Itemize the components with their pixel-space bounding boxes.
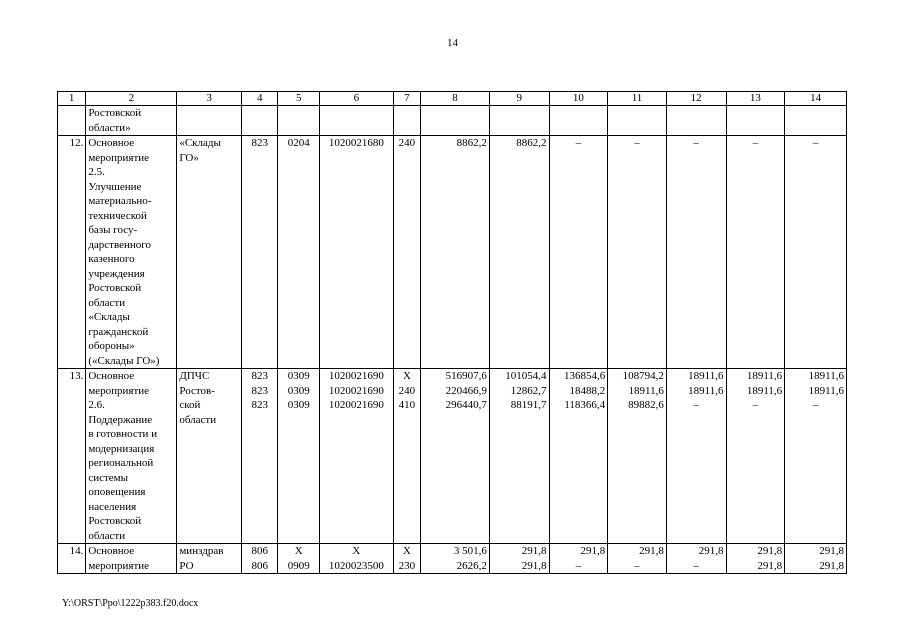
- cell-v8: 8862,2: [421, 136, 490, 369]
- executor-line: РО: [179, 559, 194, 572]
- cell-v14: –: [785, 136, 847, 369]
- name-line: базы госу-: [88, 224, 138, 236]
- executor-line: ской: [179, 399, 201, 411]
- cell-grbs: 823: [242, 136, 278, 369]
- value-line: 88191,7: [510, 399, 547, 411]
- table-row-13: [58, 369, 847, 544]
- value-line: 0309: [287, 370, 310, 382]
- name-line: 2.5.: [88, 166, 105, 178]
- header-cell-2: 2: [86, 92, 177, 106]
- value-line: 240: [398, 384, 416, 397]
- name-line: мероприятие: [88, 151, 150, 164]
- cell-v8: [421, 369, 490, 544]
- cell-name: [86, 544, 177, 574]
- cell-vr: [393, 544, 420, 574]
- cell-v8: [421, 544, 490, 574]
- value-line: 0309: [287, 384, 310, 397]
- value-line: 18911,6: [746, 370, 783, 382]
- cell-executor: [177, 369, 242, 544]
- name-line: области: [88, 529, 126, 542]
- header-cell-11: 11: [608, 92, 667, 106]
- value-line: 0909: [287, 559, 310, 572]
- name-line: материально-: [88, 195, 152, 207]
- cell-num: 13.: [58, 369, 86, 544]
- value-line: 18911,6: [746, 384, 783, 397]
- value-line: 291,8: [580, 545, 606, 557]
- name-line: Ростовской: [88, 282, 142, 294]
- name-line: «Склады: [88, 311, 130, 323]
- value-line: 0309: [287, 399, 310, 411]
- value-line: 516907,6: [445, 370, 487, 382]
- cell-v11: [608, 106, 667, 136]
- executor-line: Ростов-: [179, 384, 215, 397]
- header-cell-4: 4: [242, 92, 278, 106]
- name-line: системы: [88, 471, 129, 484]
- cell-rzpr: [278, 544, 319, 574]
- header-cell-13: 13: [726, 92, 785, 106]
- cell-executor: [177, 544, 242, 574]
- name-line: мероприятие: [88, 559, 150, 572]
- name-line: области: [88, 296, 126, 309]
- name-line: («Склады ГО»): [88, 354, 160, 367]
- value-line: –: [575, 559, 582, 572]
- budget-table: [57, 91, 847, 574]
- header-cell-6: 6: [319, 92, 393, 106]
- value-line: 291,8: [757, 545, 783, 557]
- value-line: 823: [251, 399, 269, 411]
- executor-line: ГО»: [179, 151, 199, 164]
- cell-rzpr: 0204: [278, 136, 319, 369]
- cell-executor: [177, 136, 242, 369]
- value-line: Х: [294, 545, 303, 557]
- cell-v10: [549, 106, 608, 136]
- value-line: 823: [251, 384, 269, 397]
- name-line: гражданской: [88, 325, 149, 338]
- cell-v11: –: [608, 136, 667, 369]
- name-line: оповещения: [88, 486, 146, 498]
- cell-v10: [549, 544, 608, 574]
- cell-v9: [489, 369, 549, 544]
- value-line: 18911,6: [688, 384, 724, 397]
- cell-rzpr: [278, 106, 319, 136]
- value-line: 230: [398, 559, 416, 572]
- header-cell-10: 10: [549, 92, 608, 106]
- value-line: 1020023500: [328, 559, 384, 572]
- value-line: 1020021690: [328, 370, 384, 382]
- value-line: –: [634, 559, 640, 572]
- value-line: Х: [352, 545, 361, 557]
- name-line: обороны»: [88, 340, 135, 352]
- executor-line: ДПЧС: [179, 370, 210, 382]
- value-line: 291,8: [639, 545, 664, 557]
- name-line: Поддержание: [88, 413, 153, 426]
- value-line: 136854,6: [563, 370, 606, 382]
- cell-name: [86, 106, 177, 136]
- name-line: области»: [88, 121, 131, 134]
- name-line: 2.6.: [88, 399, 105, 411]
- header-cell-3: 3: [177, 92, 242, 106]
- name-line: Основное: [88, 137, 135, 149]
- cell-name: [86, 136, 177, 369]
- name-line: региональной: [88, 457, 154, 469]
- cell-num: 12.: [58, 136, 86, 369]
- cell-v10: [549, 369, 608, 544]
- name-line: населения: [88, 500, 137, 513]
- cell-v12: [666, 544, 726, 574]
- name-line: Улучшение: [88, 180, 142, 193]
- header-cell-8: 8: [421, 92, 490, 106]
- cell-v13: [726, 106, 785, 136]
- cell-csr: [319, 369, 393, 544]
- value-line: 291,8: [819, 545, 844, 557]
- value-line: 291,8: [698, 545, 724, 557]
- header-cell-14: 14: [785, 92, 847, 106]
- cell-vr: 240: [393, 136, 420, 369]
- header-cell-5: 5: [278, 92, 319, 106]
- value-line: 12862,7: [510, 384, 547, 397]
- value-line: 108794,2: [622, 370, 664, 382]
- value-line: 18488,2: [569, 384, 606, 397]
- value-line: 18911,6: [628, 384, 664, 397]
- value-line: –: [812, 399, 819, 411]
- cell-v11: [608, 369, 667, 544]
- cell-num: [58, 106, 86, 136]
- header-cell-9: 9: [489, 92, 549, 106]
- name-line: модернизация: [88, 442, 155, 455]
- value-line: 118366,4: [564, 399, 606, 411]
- value-line: 806: [251, 559, 269, 572]
- value-line: –: [693, 399, 699, 411]
- value-line: 101054,4: [505, 370, 547, 382]
- cell-v14: [785, 106, 847, 136]
- value-line: –: [752, 399, 759, 411]
- cell-v8: [421, 106, 490, 136]
- executor-line: минздрав: [179, 545, 224, 557]
- cell-grbs: [242, 106, 278, 136]
- cell-v11: [608, 544, 667, 574]
- cell-v9: 8862,2: [489, 136, 549, 369]
- name-line: Ростовской: [88, 515, 142, 527]
- name-line: мероприятие: [88, 384, 150, 397]
- cell-name: [86, 369, 177, 544]
- value-line: 806: [251, 545, 269, 557]
- footer-file-path: Y:\ORST\Ppo\1222p383.f20.docx: [62, 598, 199, 609]
- cell-v13: [726, 369, 785, 544]
- cell-rzpr: [278, 369, 319, 544]
- cell-csr: [319, 106, 393, 136]
- value-line: 296440,7: [445, 399, 487, 411]
- cell-vr: [393, 369, 420, 544]
- cell-v12: –: [666, 136, 726, 369]
- cell-v10: –: [549, 136, 608, 369]
- cell-v14: [785, 369, 847, 544]
- header-cell-1: 1: [58, 92, 86, 106]
- cell-vr: [393, 106, 420, 136]
- cell-v13: [726, 544, 785, 574]
- executor-line: области: [179, 413, 217, 426]
- value-line: 220466,9: [445, 384, 487, 397]
- value-line: –: [693, 559, 699, 572]
- value-line: 291,8: [521, 559, 547, 572]
- table-row-14: [58, 544, 847, 574]
- value-line: 89882,6: [628, 399, 664, 411]
- value-line: 410: [398, 399, 416, 411]
- value-line: Х: [402, 370, 411, 382]
- value-line: Х: [402, 545, 411, 557]
- name-line: казенного: [88, 253, 135, 265]
- cell-v9: [489, 544, 549, 574]
- name-line: Ростовской: [88, 107, 142, 119]
- table-row-12: [58, 136, 847, 369]
- value-line: 2626,2: [456, 559, 487, 572]
- name-line: в готовности и: [88, 428, 158, 440]
- cell-executor: [177, 106, 242, 136]
- header-cell-7: 7: [393, 92, 420, 106]
- value-line: 18911,6: [808, 384, 844, 397]
- header-cell-12: 12: [666, 92, 726, 106]
- value-line: 3 501,6: [453, 545, 487, 557]
- table-row-continuation: [58, 106, 847, 136]
- cell-num: 14.: [58, 544, 86, 574]
- cell-v13: –: [726, 136, 785, 369]
- executor-line: «Склады: [179, 137, 221, 149]
- page-number: 14: [447, 37, 458, 49]
- value-line: 1020021690: [328, 399, 384, 411]
- cell-v12: [666, 106, 726, 136]
- value-line: 1020021690: [328, 384, 384, 397]
- name-line: дарственного: [88, 238, 152, 251]
- value-line: 291,8: [521, 545, 547, 557]
- name-line: Основное: [88, 545, 135, 557]
- value-line: 291,8: [819, 559, 844, 572]
- cell-v12: [666, 369, 726, 544]
- cell-csr: 1020021680: [319, 136, 393, 369]
- cell-v9: [489, 106, 549, 136]
- name-line: Основное: [88, 370, 135, 382]
- value-line: 18911,6: [808, 370, 844, 382]
- header-row: [58, 92, 847, 106]
- value-line: 18911,6: [688, 370, 724, 382]
- value-line: 823: [251, 370, 269, 382]
- value-line: 291,8: [757, 559, 783, 572]
- cell-v14: [785, 544, 847, 574]
- name-line: технической: [88, 209, 147, 222]
- cell-grbs: [242, 544, 278, 574]
- cell-csr: [319, 544, 393, 574]
- name-line: учреждения: [88, 267, 145, 280]
- cell-grbs: [242, 369, 278, 544]
